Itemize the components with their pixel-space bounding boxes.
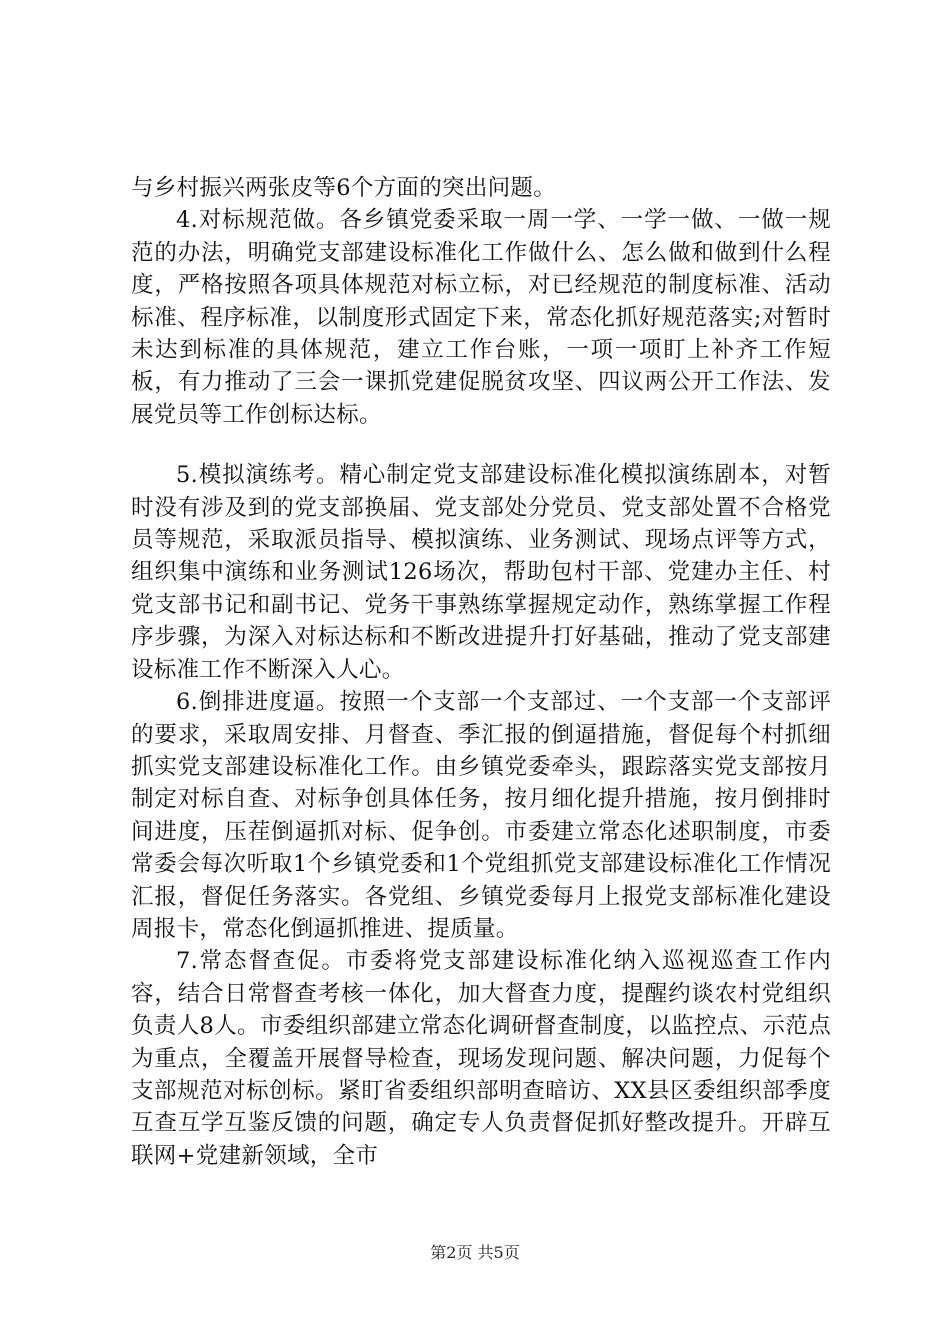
paragraph-item-4: 4.对标规范做。各乡镇党委采取一周一学、一学一做、一做一规范的办法，明确党支部建设标准化工作做什么、怎么做和做到什么程度，严格按照各项具体规范对标立标，对已经规范的制度标准、活动标准、程序标准，以制度形式固定下来，常态化抓好规范落实;对暂时未达到标准的具体规范，建立工作台账，一项一项盯上补齐工作短板，有力推动了三会一课抓党建促脱贫攻坚、四议两公开工作法、发展党员等工作创标达标。	[131, 207, 831, 428]
paragraph-item-6: 6.倒排进度逼。按照一个支部一个支部过、一个支部一个支部评的要求，采取周安排、月督查、季汇报的倒逼措施，督促每个村抓细抓实党支部建设标准化工作。由乡镇党委牵头，跟踪落实党支部按月制定对标自查、对标争创具体任务，按月细化提升措施，按月倒排时间进度，压茬倒逼抓对标、促争创。市委建立常态化述职制度，市委常委会每次听取1个乡镇党委和1个党组抓党支部建设标准化工作情况汇报，督促任务落实。各党组、乡镇党委每月上报党支部标准化建设周报卡，常态化倒逼抓推进、提质量。	[131, 689, 831, 942]
paragraph-item-5: 5.模拟演练考。精心制定党支部建设标准化模拟演练剧本，对暂时没有涉及到的党支部换届、党支部处分党员、党支部处置不合格党员等规范，采取派员指导、模拟演练、业务测试、现场点评等方式，组织集中演练和业务测试126场次，帮助包村干部、党建办主任、村党支部书记和副书记、党务干事熟练掌握规定动作，熟练掌握工作程序步骤，为深入对标达标和不断改进提升打好基础，推动了党支部建设标准工作不断深入人心。	[131, 462, 831, 683]
document-body	[131, 172, 831, 1172]
page-number-footer: 第2页 共5页	[430, 1243, 520, 1262]
paragraph-item-7: 7.常态督查促。市委将党支部建设标准化纳入巡视巡查工作内容，结合日常督查考核一体化，加大督查力度，提醒约谈农村党组织负责人8人。市委组织部建立常态化调研督查制度，以监控点、示范点为重点，全覆盖开展督导检查，现场发现问题、解决问题，力促每个支部规范对标创标。紧盯省委组织部明查暗访、XX县区委组织部季度互查互学互鉴反馈的问题，确定专人负责督促抓好整改提升。开辟互联网+党建新领域，全市	[131, 948, 831, 1169]
paragraph-continuation: 与乡村振兴两张皮等6个方面的突出问题。	[131, 175, 557, 201]
